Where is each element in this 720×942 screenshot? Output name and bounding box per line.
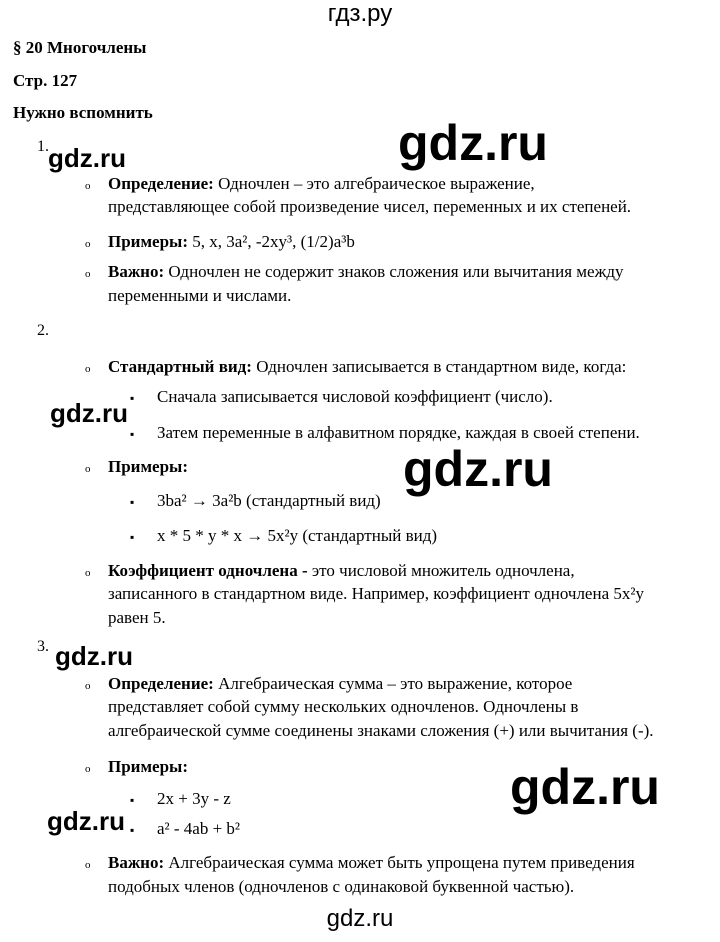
item3-examples-label xyxy=(108,755,188,778)
circle-bullet: o xyxy=(85,268,91,280)
item3-definition-label: Определение: xyxy=(108,674,214,693)
item2-examples-label xyxy=(108,455,188,478)
item2-standard-text: Одночлен записывается в стандартном виде, когда: xyxy=(251,357,627,376)
item1-examples-text: 5, x, 3a², -2xy³, (1/2)a³b xyxy=(188,232,355,251)
item1-examples-label: Примеры: xyxy=(108,232,188,251)
item1-examples-line xyxy=(108,230,355,253)
watermark: gdz.ru xyxy=(398,115,548,171)
section-title: § 20 Многочлены xyxy=(13,38,147,57)
item-number-3: 3. xyxy=(37,638,49,655)
site-footer: gdz.ru xyxy=(326,905,394,932)
circle-bullet: o xyxy=(85,463,91,475)
item2-coefficient-line2: записанного в стандартном виде. Например, коэффициент одночлена 5x²y xyxy=(108,584,644,603)
item1-important-line2: переменными и числами. xyxy=(108,286,292,305)
item-number-1: 1. xyxy=(37,138,49,155)
item2-standard-label: Стандартный вид: xyxy=(108,357,252,376)
item2-coefficient-label: Коэффициент одночлена - xyxy=(108,561,308,580)
square-bullet: ▪ xyxy=(130,391,135,405)
item3-definition-text: Алгебраическая сумма – это выражение, которое xyxy=(213,674,573,693)
item3-examples-label-text: Примеры: xyxy=(108,757,188,776)
page-reference: Стр. 127 xyxy=(13,71,78,90)
item3-important-line1 xyxy=(108,851,635,874)
item3-definition-line3: алгебраической сумме соединены знаками сложения (+) или вычитания (-). xyxy=(108,721,654,740)
watermark: gdz.ru xyxy=(48,143,126,173)
item1-important-label: Важно: xyxy=(108,262,165,281)
item2-example-sub2: x * 5 * y * x → 5x²y (стандартный вид) xyxy=(157,526,438,545)
watermark: gdz.ru xyxy=(403,441,553,497)
watermark: gdz.ru xyxy=(50,398,128,428)
item3-important-text: Алгебраическая сумма может быть упрощена путем приведения xyxy=(164,853,635,872)
circle-bullet: o xyxy=(85,180,91,192)
item2-standard-line xyxy=(108,355,626,378)
circle-bullet: o xyxy=(85,567,91,579)
item2-standard-sub2: Затем переменные в алфавитном порядке, каждая в своей степени. xyxy=(157,423,640,442)
item3-example-sub1: 2x + 3y - z xyxy=(157,789,231,808)
item1-definition-text: Одночлен – это алгебраическое выражение, xyxy=(213,174,535,193)
item3-important-line2: подобных членов (одночленов с одинаковой буквенной частью). xyxy=(108,877,575,896)
site-header: гдз.ру xyxy=(327,0,393,27)
item-number-2: 2. xyxy=(37,322,49,339)
item1-definition-line1 xyxy=(108,172,535,195)
watermark: gdz.ru xyxy=(55,641,133,671)
circle-bullet: o xyxy=(85,763,91,775)
item1-definition-line2: представляющее собой произведение чисел, переменных и их степеней. xyxy=(108,197,632,216)
watermark: gdz.ru xyxy=(47,806,125,836)
item2-coefficient-line1 xyxy=(108,559,575,582)
item3-definition-line2: представляет собой сумму нескольких одночленов. Одночлены в xyxy=(108,697,579,716)
item1-definition-label: Определение: xyxy=(108,174,214,193)
subheading: Нужно вспомнить xyxy=(13,103,153,122)
circle-bullet: o xyxy=(85,363,91,375)
item3-important-label: Важно: xyxy=(108,853,165,872)
item1-important-line1 xyxy=(108,260,623,283)
square-bullet: ▪ xyxy=(130,823,135,837)
item2-coefficient-text: это числовой множитель одночлена, xyxy=(307,561,575,580)
square-bullet: ▪ xyxy=(130,427,135,441)
item2-examples-label-text: Примеры: xyxy=(108,457,188,476)
item3-example-sub2: a² - 4ab + b² xyxy=(157,819,241,838)
item2-standard-sub1: Сначала записывается числовой коэффициент (число). xyxy=(157,387,553,406)
square-bullet: ▪ xyxy=(130,495,135,509)
item1-important-text: Одночлен не содержит знаков сложения или вычитания между xyxy=(164,262,624,281)
item3-definition-line1 xyxy=(108,672,572,695)
circle-bullet: o xyxy=(85,238,91,250)
item2-example-sub1: 3ba² → 3a²b (стандартный вид) xyxy=(157,491,381,510)
circle-bullet: o xyxy=(85,680,91,692)
circle-bullet: o xyxy=(85,859,91,871)
square-bullet: ▪ xyxy=(130,793,135,807)
square-bullet: ▪ xyxy=(130,530,135,544)
watermark: gdz.ru xyxy=(510,759,660,815)
item2-coefficient-line3: равен 5. xyxy=(108,608,166,627)
